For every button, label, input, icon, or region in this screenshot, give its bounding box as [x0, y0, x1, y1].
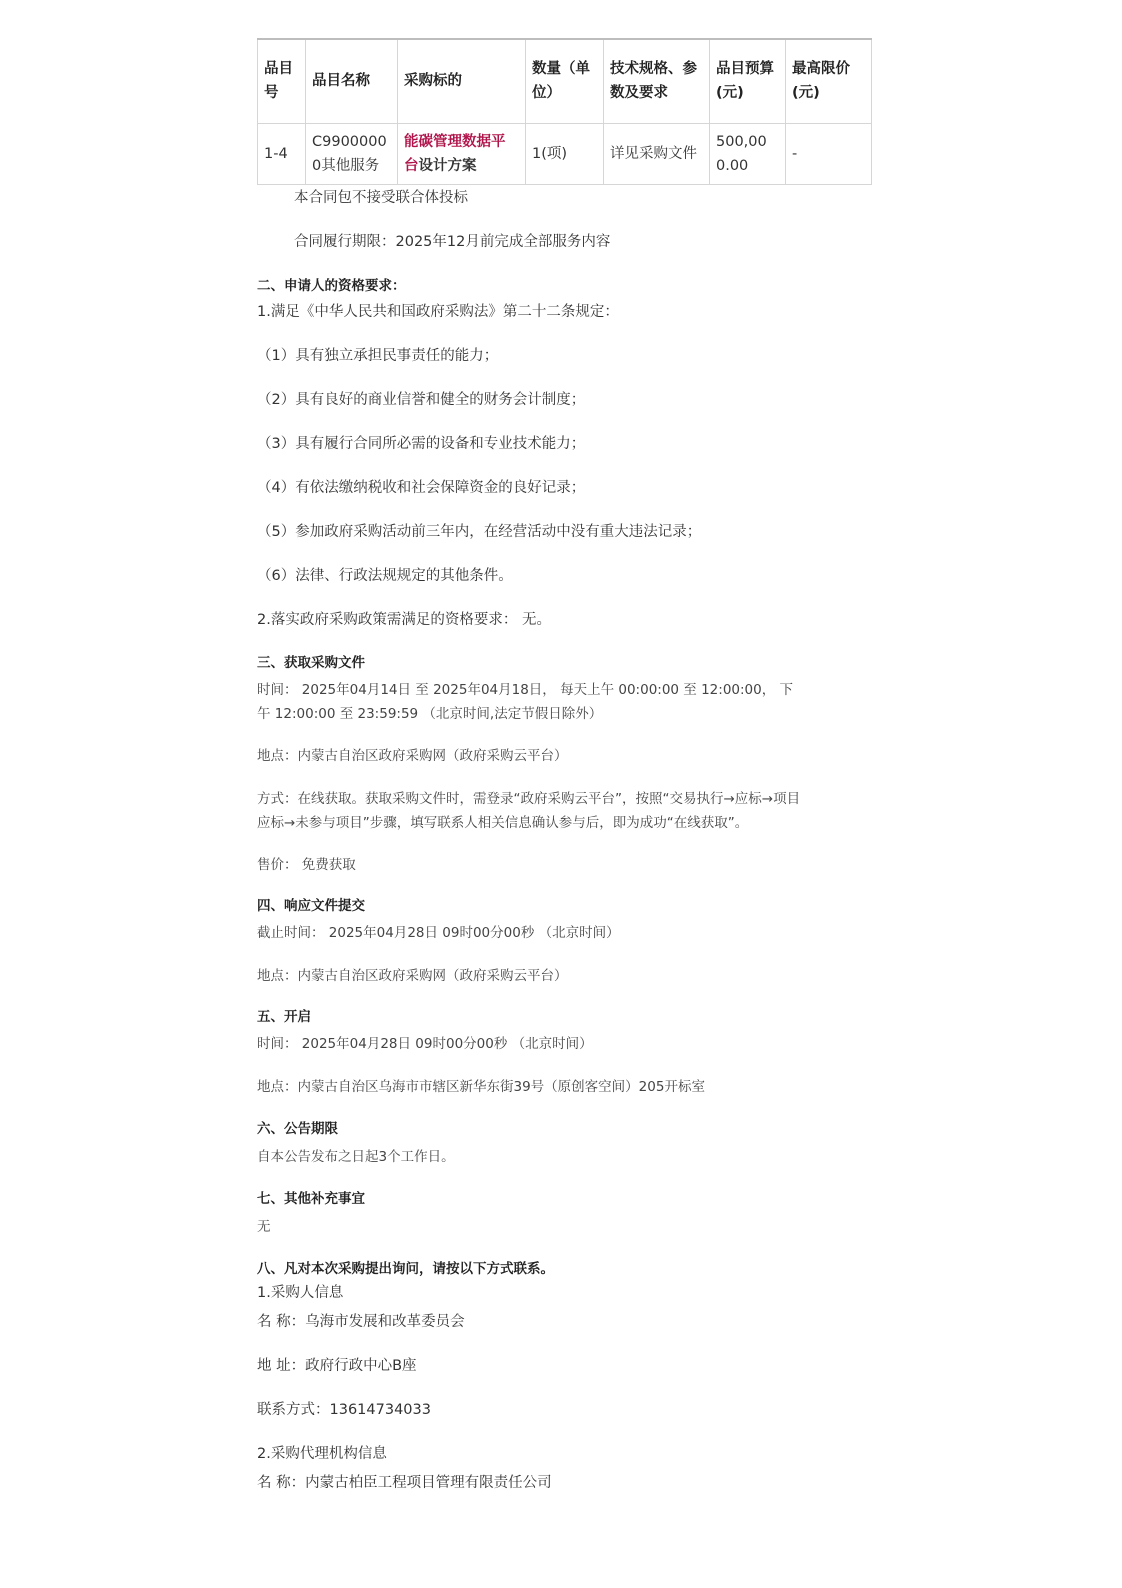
cell-quantity: 1(项) — [526, 123, 604, 184]
header-target: 采购标的 — [398, 39, 526, 123]
buyer-address: 地 址：政府行政中心B座 — [257, 1358, 417, 1374]
qualification-item-5: （5）参加政府采购活动前三年内，在经营活动中没有重大违法记录； — [257, 524, 702, 540]
procurement-items-table — [257, 38, 872, 185]
header-item-no: 品目号 — [258, 39, 306, 123]
announcement-content — [257, 38, 871, 1491]
buyer-header: 1.采购人信息 — [257, 1285, 344, 1301]
contract-term: 合同履行期限：2025年12月前完成全部服务内容 — [294, 234, 611, 250]
buyer-name: 名 称：乌海市发展和改革委员会 — [257, 1314, 465, 1330]
qualification-item-3: （3）具有履行合同所必需的设备和专业技术能力； — [257, 436, 586, 452]
other-text: 无 — [257, 1219, 271, 1235]
table-header-row — [258, 39, 872, 123]
qualification-item-6: （6）法律、行政法规规定的其他条件。 — [257, 568, 513, 584]
qualification-item-2: （2）具有良好的商业信誉和健全的财务会计制度； — [257, 392, 586, 408]
qualification-item-4: （4）有依法缴纳税收和社会保障资金的良好记录； — [257, 480, 586, 496]
cell-target — [398, 123, 526, 184]
target-highlight: 能碳管理数据平台 — [404, 133, 506, 174]
obtain-price: 售价： 免费获取 — [257, 857, 356, 873]
period-text: 自本公告发布之日起3个工作日。 — [257, 1149, 455, 1165]
opening-time: 时间： 2025年04月28日 09时00分00秒 （北京时间） — [257, 1036, 593, 1052]
policy-requirement: 2.落实政府采购政策需满足的资格要求： 无。 — [257, 612, 551, 628]
opening-place: 地点：内蒙古自治区乌海市市辖区新华东街39号（原创客空间）205开标室 — [257, 1079, 705, 1095]
cell-budget: 500,000.00 — [710, 123, 786, 184]
obtain-method-line1: 方式：在线获取。获取采购文件时，需登录“政府采购云平台”，按照“交易执行→应标→项目 — [257, 791, 801, 807]
header-budget: 品目预算(元) — [710, 39, 786, 123]
agent-name: 名 称：内蒙古柏臣工程项目管理有限责任公司 — [257, 1475, 552, 1491]
obtain-place: 地点：内蒙古自治区政府采购网（政府采购云平台） — [257, 748, 568, 764]
cell-spec: 详见采购文件 — [604, 123, 710, 184]
buyer-phone: 联系方式：13614734033 — [257, 1402, 431, 1418]
obtain-time-line2: 午 12:00:00 至 23:59:59 （北京时间,法定节假日除外） — [257, 706, 603, 722]
opening-title: 五、开启 — [257, 1009, 311, 1025]
header-quantity: 数量（单位） — [526, 39, 604, 123]
header-spec: 技术规格、参数及要求 — [604, 39, 710, 123]
table-row — [258, 123, 872, 184]
qualification-intro: 1.满足《中华人民共和国政府采购法》第二十二条规定： — [257, 304, 619, 320]
target-rest: 设计方案 — [418, 157, 477, 174]
obtain-time-line1: 时间： 2025年04月14日 至 2025年04月18日， 每天上午 00:00:00 至 12:00:00， 下 — [257, 682, 794, 698]
header-max-price: 最高限价(元) — [786, 39, 872, 123]
consortium-note: 本合同包不接受联合体投标 — [294, 190, 468, 206]
submit-deadline: 截止时间： 2025年04月28日 09时00分00秒 （北京时间） — [257, 925, 620, 941]
qualification-item-1: （1）具有独立承担民事责任的能力； — [257, 348, 499, 364]
cell-max-price: - — [786, 123, 872, 184]
submit-place: 地点：内蒙古自治区政府采购网（政府采购云平台） — [257, 968, 568, 984]
agent-header: 2.采购代理机构信息 — [257, 1446, 387, 1462]
obtain-method-line2: 应标→未参与项目”步骤，填写联系人相关信息确认参与后，即为成功“在线获取”。 — [257, 815, 749, 831]
other-title: 七、其他补充事宜 — [257, 1191, 365, 1207]
obtain-title: 三、获取采购文件 — [257, 655, 365, 671]
period-title: 六、公告期限 — [257, 1121, 338, 1137]
cell-item-no: 1-4 — [258, 123, 306, 184]
header-item-name: 品目名称 — [306, 39, 398, 123]
qualification-title: 二、申请人的资格要求： — [257, 278, 406, 294]
cell-item-name: C99000000其他服务 — [306, 123, 398, 184]
contact-title: 八、凡对本次采购提出询问，请按以下方式联系。 — [257, 1261, 554, 1277]
submit-title: 四、响应文件提交 — [257, 898, 365, 914]
